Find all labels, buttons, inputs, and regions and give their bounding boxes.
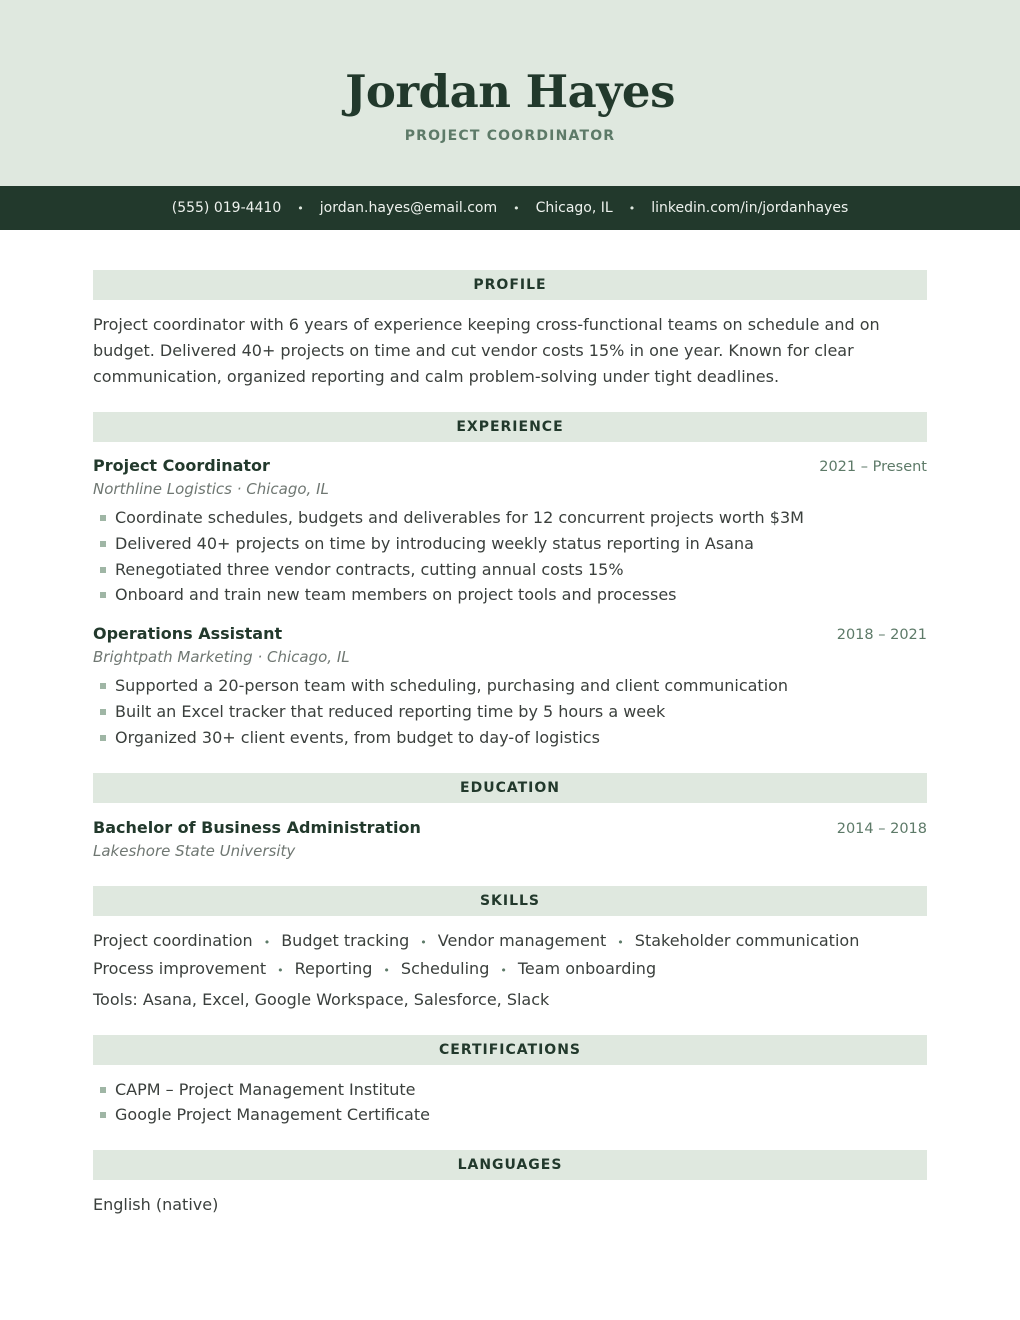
experience-entry bbox=[93, 456, 927, 608]
list-item: Onboard and train new team members on project tools and processes bbox=[93, 582, 927, 608]
skill-separator: • bbox=[617, 935, 624, 949]
education-entry bbox=[93, 818, 927, 860]
skill-item: Team onboarding bbox=[517, 958, 657, 978]
list-item: Google Project Management Certificate bbox=[93, 1102, 927, 1128]
list-item: Renegotiated three vendor contracts, cutting annual costs 15% bbox=[93, 557, 927, 583]
contact-linkedin[interactable]: linkedin.com/in/jordanhayes bbox=[651, 200, 849, 216]
certification-list bbox=[93, 1077, 927, 1129]
job-bullets bbox=[93, 673, 927, 750]
contact-phone: (555) 019-4410 bbox=[171, 200, 282, 216]
experience-entry bbox=[93, 624, 927, 750]
skill-separator: • bbox=[277, 963, 284, 977]
job-title: Project Coordinator bbox=[93, 456, 270, 475]
job-dates: 2018 – 2021 bbox=[836, 627, 927, 644]
education-dates: 2014 – 2018 bbox=[836, 820, 927, 837]
contact-separator: • bbox=[628, 201, 636, 215]
list-item: CAPM – Project Management Institute bbox=[93, 1077, 927, 1103]
list-item: Delivered 40+ projects on time by introducing weekly status reporting in Asana bbox=[93, 531, 927, 557]
contact-bar bbox=[0, 186, 1020, 230]
skill-item: Process improvement bbox=[93, 958, 267, 978]
candidate-role: PROJECT COORDINATOR bbox=[404, 128, 616, 144]
tools-line: Tools: Asana, Excel, Google Workspace, Salesforce, Slack bbox=[93, 989, 550, 1009]
skills-row bbox=[93, 928, 927, 956]
contact-separator: • bbox=[513, 201, 520, 215]
list-item: Supported a 20-person team with scheduling, purchasing and client communication bbox=[93, 673, 927, 699]
list-item: Coordinate schedules, budgets and deliverables for 12 concurrent projects worth $3M bbox=[93, 505, 927, 531]
job-dates: 2021 – Present bbox=[819, 459, 927, 475]
section-title-profile: PROFILE bbox=[93, 270, 927, 300]
section-title-languages: LANGUAGES bbox=[93, 1150, 927, 1180]
job-company: Brightpath Marketing · Chicago, IL bbox=[93, 648, 350, 667]
section-title-experience: EXPERIENCE bbox=[93, 412, 927, 442]
profile-summary: Project coordinator with 6 years of experience keeping cross-functional teams on schedule and on budget. Delivered 40+ projects on time and cut vendor costs 15% in one year. Known for clear communication, organized reporting and calm problem-solving under tight deadlines. bbox=[93, 315, 880, 386]
skills-list bbox=[93, 928, 927, 1013]
skill-separator: • bbox=[500, 963, 507, 977]
degree-title: Bachelor of Business Administration bbox=[93, 817, 421, 837]
contact-location: Chicago, IL bbox=[535, 200, 613, 216]
list-item: Organized 30+ client events, from budget to day-of logistics bbox=[93, 725, 927, 751]
skill-separator: • bbox=[383, 963, 390, 977]
skill-separator: • bbox=[263, 935, 271, 949]
skills-row bbox=[93, 956, 927, 984]
skill-item: Stakeholder communication bbox=[634, 930, 860, 950]
skill-item: Vendor management bbox=[437, 930, 607, 950]
job-bullets bbox=[93, 505, 927, 608]
school-name: Lakeshore State University bbox=[93, 841, 296, 860]
section-title-skills: SKILLS bbox=[93, 886, 927, 916]
job-title: Operations Assistant bbox=[93, 624, 283, 644]
contact-email[interactable]: jordan.hayes@email.com bbox=[319, 200, 498, 216]
candidate-name: Jordan Hayes bbox=[345, 65, 675, 118]
skill-item: Budget tracking bbox=[281, 930, 410, 950]
skill-item: Project coordination bbox=[93, 930, 253, 950]
resume-body bbox=[0, 230, 1020, 1218]
list-item: Built an Excel tracker that reduced reporting time by 5 hours a week bbox=[93, 699, 927, 725]
section-title-education: EDUCATION bbox=[93, 773, 927, 803]
languages-text: English (native) bbox=[93, 1195, 219, 1215]
resume-header bbox=[0, 0, 1020, 186]
skill-item: Scheduling bbox=[400, 958, 490, 978]
job-company: Northline Logistics · Chicago, IL bbox=[93, 480, 329, 498]
contact-separator: • bbox=[297, 201, 304, 215]
section-title-certifications: CERTIFICATIONS bbox=[93, 1035, 927, 1065]
skill-separator: • bbox=[420, 935, 427, 949]
skill-item: Reporting bbox=[294, 958, 373, 978]
